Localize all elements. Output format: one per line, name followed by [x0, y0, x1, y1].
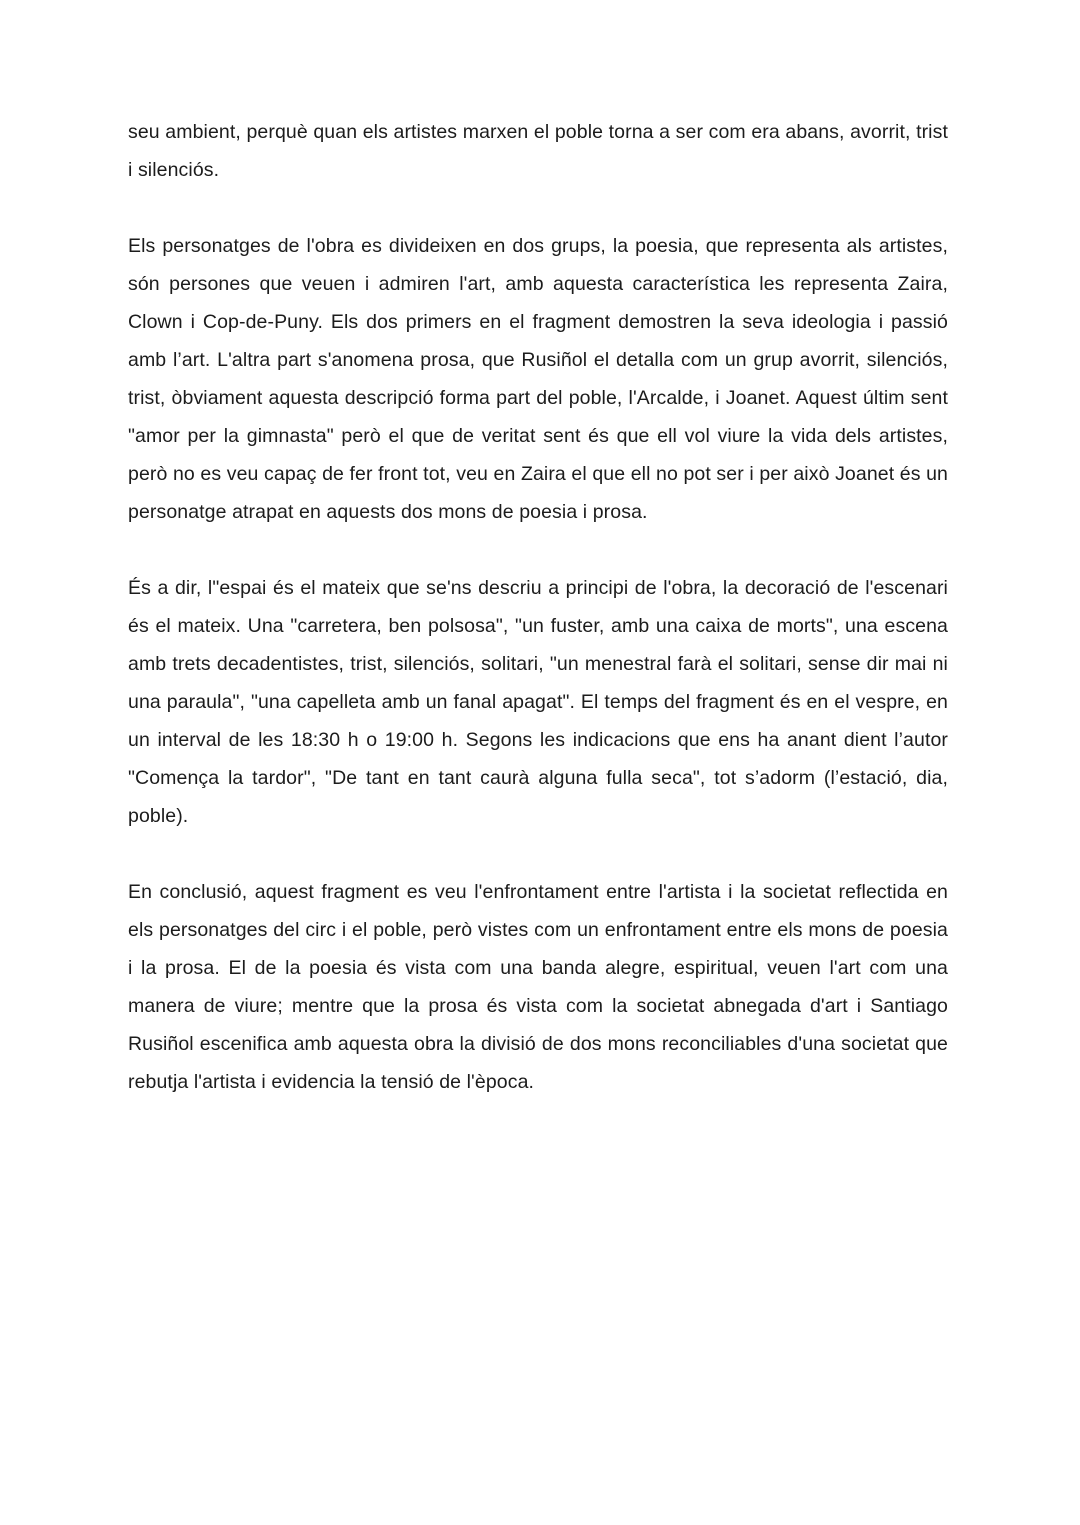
paragraph-2: Els personatges de l'obra es divideixen en dos grups, la poesia, que representa als artistes, són persones que veuen i admiren l'art, amb aquesta característica les representa Zaira, Clown i Cop-de-Puny. Els dos primers en el fragment demostren la seva ideologia i passió amb l’art. L'altra part s'anomena prosa, que Rusiñol el detalla com un grup avorrit, silenciós, trist, òbviament aquesta descripció forma part del poble, l'Arcalde, i Joanet. Aquest últim sent "amor per la gimnasta" però el que de veritat sent és que ell vol viure la vida dels artistes, però no es veu capaç de fer front tot, veu en Zaira el que ell no pot ser i per això Joanet és un personatge atrapat en aquests dos mons de poesia i prosa.	[128, 235, 948, 523]
paragraph-4: En conclusió, aquest fragment es veu l'enfrontament entre l'artista i la societat reflectida en els personatges del circ i el poble, però vistes com un enfrontament entre els mons de poesia i la prosa. El de la poesia és vista com una banda alegre, espiritual, veuen l'art com una manera de viure; mentre que la prosa és vista com la societat abnegada d'art i Santiago Rusiñol escenifica amb aquesta obra la divisió de dos mons reconciliables d'una societat que rebutja l'artista i evidencia la tensió de l'època.	[128, 881, 948, 1093]
paragraph-3: És a dir, l"espai és el mateix que se'ns descriu a principi de l'obra, la decoració de l'escenari és el mateix. Una "carretera, ben polsosa", "un fuster, amb una caixa de morts", una escena amb trets decadentistes, trist, silenciós, solitari, "un menestral farà el solitari, sense dir mai ni una paraula", "una capelleta amb un fanal apagat". El temps del fragment és en el vespre, en un interval de les 18:30 h o 19:00 h. Segons les indicacions que ens ha anant dient l’autor "Comença la tardor", "De tant en tant caurà alguna fulla seca", tot s’adorm (l’estació, dia, poble).	[128, 577, 948, 827]
document-page	[128, 113, 948, 1139]
paragraph-1: seu ambient, perquè quan els artistes marxen el poble torna a ser com era abans, avorrit, trist i silenciós.	[128, 121, 948, 181]
